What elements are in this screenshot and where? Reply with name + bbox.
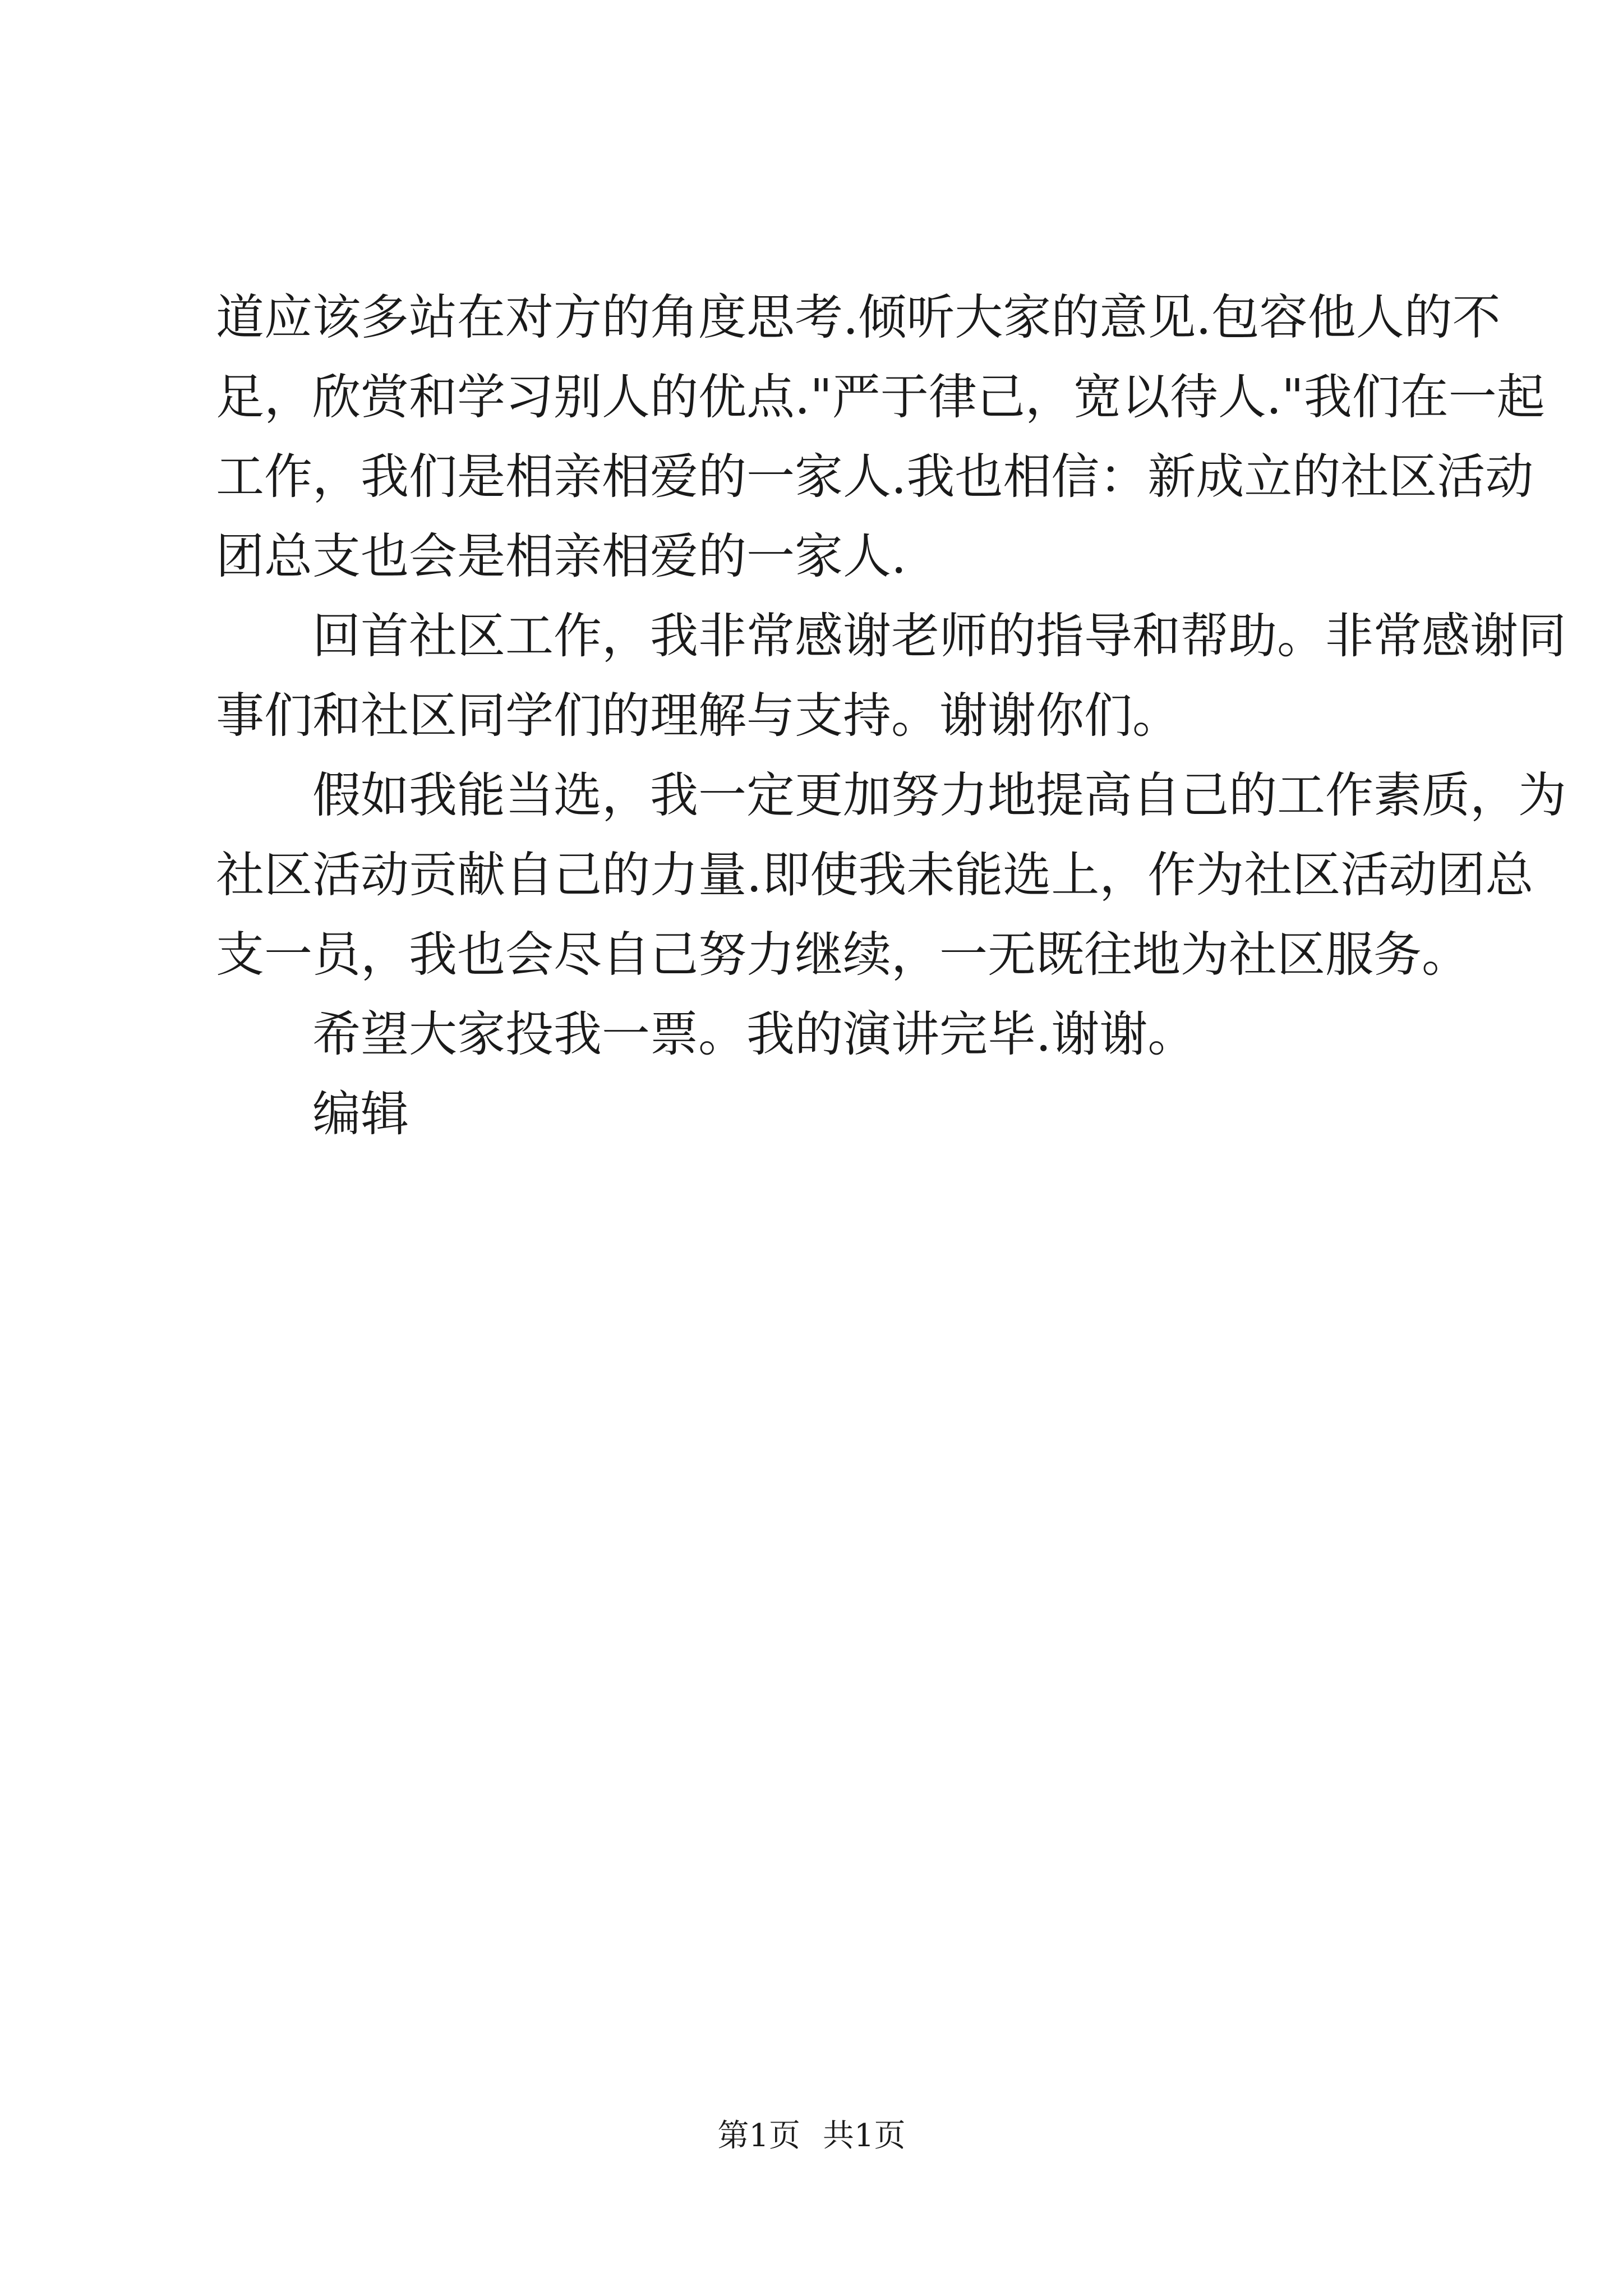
document-body xyxy=(216,278,1566,1154)
paragraph-first-line: 希望大家投我一票。我的演讲完毕.谢谢。 xyxy=(312,1006,1196,1062)
paragraph-first-line: 假如我能当选，我一定更加努力地提高自己的工作素质，为 xyxy=(312,767,1566,823)
edit-label: 编辑 xyxy=(312,1086,409,1142)
page-footer xyxy=(0,2114,1623,2159)
text-line: 事们和社区同学们的理解与支持。谢谢你们。 xyxy=(216,688,1181,744)
text-line: 社区活动贡献自己的力量.即使我未能选上，作为社区活动团总 xyxy=(216,847,1534,903)
text-line: 道应该多站在对方的角度思考.倾听大家的意见.包容他人的不 xyxy=(216,289,1501,346)
text-line: 工作，我们是相亲相爱的一家人.我也相信：新成立的社区活动 xyxy=(216,449,1534,505)
text-line: 支一员，我也会尽自己努力继续，一无既往地为社区服务。 xyxy=(216,927,1470,983)
text-line: 足，欣赏和学习别人的优点."严于律己，宽以待人."我们在一起 xyxy=(216,369,1545,425)
paragraph-first-line: 回首社区工作，我非常感谢老师的指导和帮助。非常感谢同 xyxy=(312,608,1566,664)
page-total: 共1页 xyxy=(823,2118,906,2154)
text-line: 团总支也会是相亲相爱的一家人. xyxy=(216,528,907,585)
page-number: 第1页 xyxy=(717,2118,800,2154)
